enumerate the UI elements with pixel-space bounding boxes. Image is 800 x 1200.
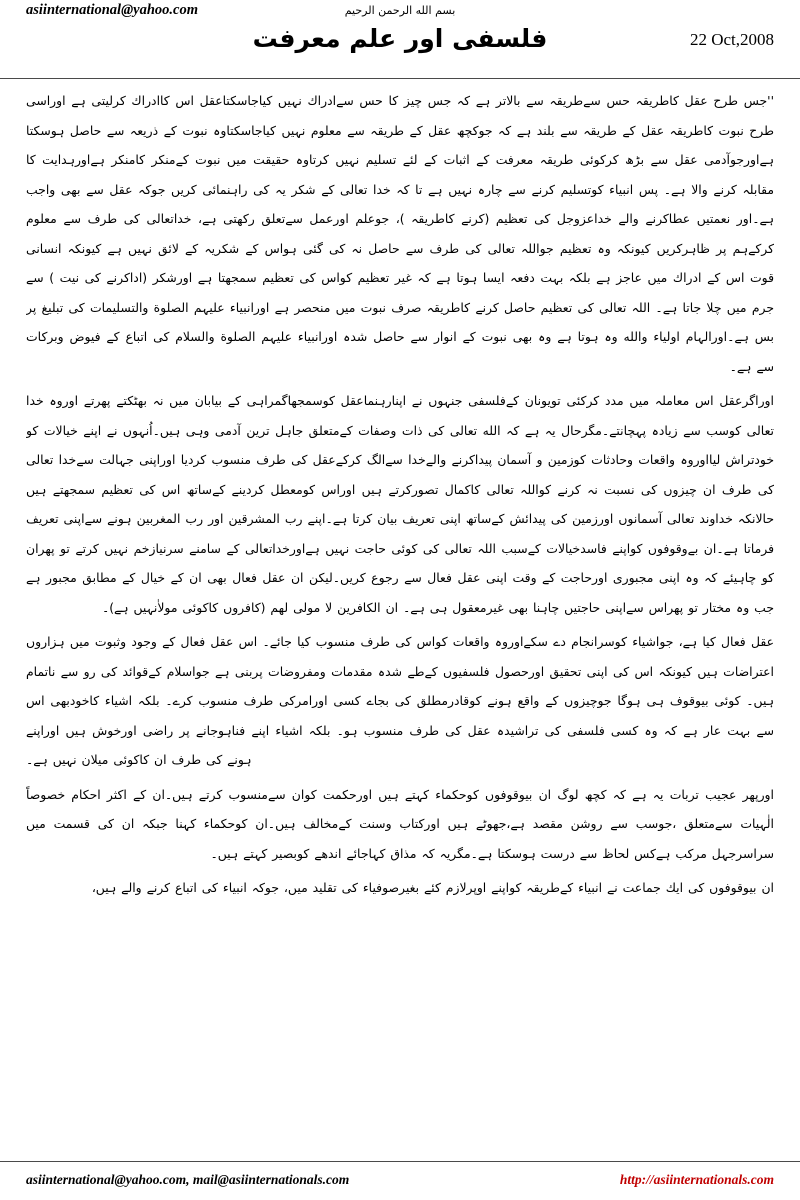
- page-footer: [0, 1161, 800, 1200]
- paragraph-1: ''جس طرح عقل كاطريقہ حس سےطريقہ سے بالاتر ہے كہ جس چيز كا حس سےادراك نہيں كياجاسكتاعقل اس كاادراك كرليتى ہے اوراسى طرح نبوت كاطريقہ عقل كے طريقہ سے بلند ہے كہ جوكچھ عقل كے طريقہ سے معلوم نہيں كياجاسكتاوہ نبوت كے ذريعہ سے حاصل ہوسكتا ہےاورجوآدمى عقل سے بڑھ كركوئى طريقہ معرفت كے اثبات كے لئے تسليم نہيں كرتاوہ حقيقت ميں نبوت كےمنكر كامنكر ہےاورہدايت كا مقابلہ كرنے والا ہے۔ پس انبياء كوتسليم كرنے سے چارہ نہيں ہے تا كہ خدا تعالى كے شكر يہ كى راہنمائى كريں جوكہ عقل سے بھى واجب ہے۔اور نعمتيں عطاكرنے والے خداعزوجل كى تعظيم (كرنے كاطريقہ )، جوعلم اورعمل سےتعلق ركھتى ہے، خداتعالى كى طرف سے معلوم كركےہم پر ظاہركريں كيونكہ وہ تعظيم جواللہ تعالى كى طرف سے حاصل نہ كى گئى ہواس كے شكريہ كے لائق نہيں ہے كيونكہ انسانى قوت اس كے ادراك ميں عاجز ہے بلكہ بہت دفعہ ايسا ہوتا ہے كہ غير تعظيم كواس كى تعظيم سمجھتا ہے اورشكر (اداكرنے كى نيت ) سے جرم ميں چلا جاتا ہے۔ اللہ تعالى كى تعظيم حاصل كرنے كاطريقہ صرف نبوت ميں منحصر ہے اورانبياء عليہم الصلوة والتسليمات كى تبليغ پر بس ہے۔اورالہام اولياء والله وہ ہوتا ہے وہ بھى نبوت كے انوار سے حاصل شدہ اورانبياء عليہم الصلوة والسلام كى اتباع كے فيوض وبركات سے ہے۔: [26, 93, 774, 374]
- header-date: 22 Oct,2008: [689, 30, 774, 49]
- footer-emails[interactable]: asiinternational@yahoo.com, mail@asiinternationals.com: [26, 1172, 350, 1187]
- page-title: فلسفى اور علم معرفت: [252, 24, 548, 53]
- paragraph-2: اوراگرعقل اس معاملہ ميں مدد كركئى تويونان كےفلسفى جنہوں نے اپنارہنماعقل كوسمجھاگمراہى كے بيابان ميں نہ بھٹكتے پھرتے اوروہ خدا تعالى كوسب سے زيادہ پہچانتے۔مگرحال يہ ہے كہ الله تعالى كى ذات وصفات كےمتعلق جاہل ترين آدمى وہى ہيں۔اُنہوں نے اپنے خيالات كو خودتراش ليااوروہ واقعات وحادثات كوزمين و آسمان پيداكرنے والےخدا سےالگ كركےعقل كى طرف منسوب كرديا اوراپنى جہالت سےخدا تعالى كى طرف ان چيزوں كى نسبت نہ كرنے كواللہ تعالى كاكمال تصوركرتے ہيں اوراس كومعطل كردينے كےساتھ اس كى تعظيم سمجھتے ہيں حالانكہ خداوند تعالى آسمانوں اورزمين كى پيدائش كےساتھ اپنى تعريف بيان كرتا ہے۔اپنے رب المشرقين اور رب المغربين ہونے سےاپنى تعريف فرماتا ہے۔ان بےوقوفوں كواپنے فاسدخيالات كےسبب اللہ تعالى كى كوئى حاجت نہيں ہےاورخداتعالى كے سامنے سرنيازخم نہيں كرتے تو پھران كو چاہيئے كہ وہ اپنى مجبورى اورحاجت كے وقت اپنى عقل فعال سے رجوع كريں۔ليكن ان عقل فعال بھى ان كے خيال كے مطابق مجبور ہے جب وہ مختار تو پھراس سےاپنى حاجتيں چاہنا بھى غيرمعقول ہى ہے۔ ان الكافرين لا مولى لهم (كافروں كاكوئى مولاٰنہيں ہے)۔: [26, 393, 774, 615]
- paragraph-3: عقل فعال كيا ہے، جواشياء كوسرانجام دے سكےاوروہ واقعات كواس كى طرف منسوب كيا جائے۔ اس عقل فعال كے وجود وثبوت ميں ہزاروں اعتراضات ہيں كيونكہ اس كى اپنى تحقيق اورحصول فلسفيوں كےطے شدہ مقدمات ومفروضات پربنى ہے جواسلام كےقوائد كى رو سے ناتمام ہيں۔ كوئى بيوقوف ہى ہوگا جوچيزوں كے واقع ہونے كوقادرمطلق كى بجاے كسى اورامركى طرف منسوب كرے۔ بلكہ اشياء كاخودبھى اس سے بہت عار ہے كہ وہ كسى فلسفى كى تراشيدہ عقل كى طرف منسوب ہو۔ بلكہ اشياء اپنے فناہوجانے پر راضى اورخوش ہيں اوراپنے ہونے كى طرف ان كاكوئى ميلان نہيں ہے۔: [26, 634, 774, 768]
- header-email: asiinternational@yahoo.com: [26, 2, 198, 18]
- header-bismillah: بسم الله الرحمن الرحيم: [344, 4, 456, 17]
- paragraph-4: اورپھر عجيب تربات يہ ہے كہ كچھ لوگ ان بيوقوفوں كوحكماء كہتے ہيں اورحكمت كوان سےمنسوب كرتے ہيں۔ان كے اكثر احكام خصوصاً الٰہيات سےمتعلق ،جوسب سے روشن مقصد ہے،جھوٹے ہيں اوركتاب وسنت كےمخالف ہيں۔ان كوحكماء كہنا جبكہ ان كى قسمت ميں سراسرجہل مركب ہےكس لحاظ سے درست ہوسكتا ہے۔مگريہ كہ مذاق كہاجائے اندھے كوبصير كہتے ہيں۔: [26, 786, 774, 861]
- paragraph-5: ان بيوقوفوں كى ايك جماعت نے انبياء كےطريقہ كواپنے اوپرلازم كئے بغيرصوفياء كى تقليد ميں، جوكہ انبياء كى اتباع كرنے والے ہيں،: [91, 880, 774, 896]
- page-header: [0, 0, 800, 79]
- document-body: [26, 86, 774, 1154]
- footer-website-link[interactable]: http://asiinternationals.com: [619, 1172, 774, 1187]
